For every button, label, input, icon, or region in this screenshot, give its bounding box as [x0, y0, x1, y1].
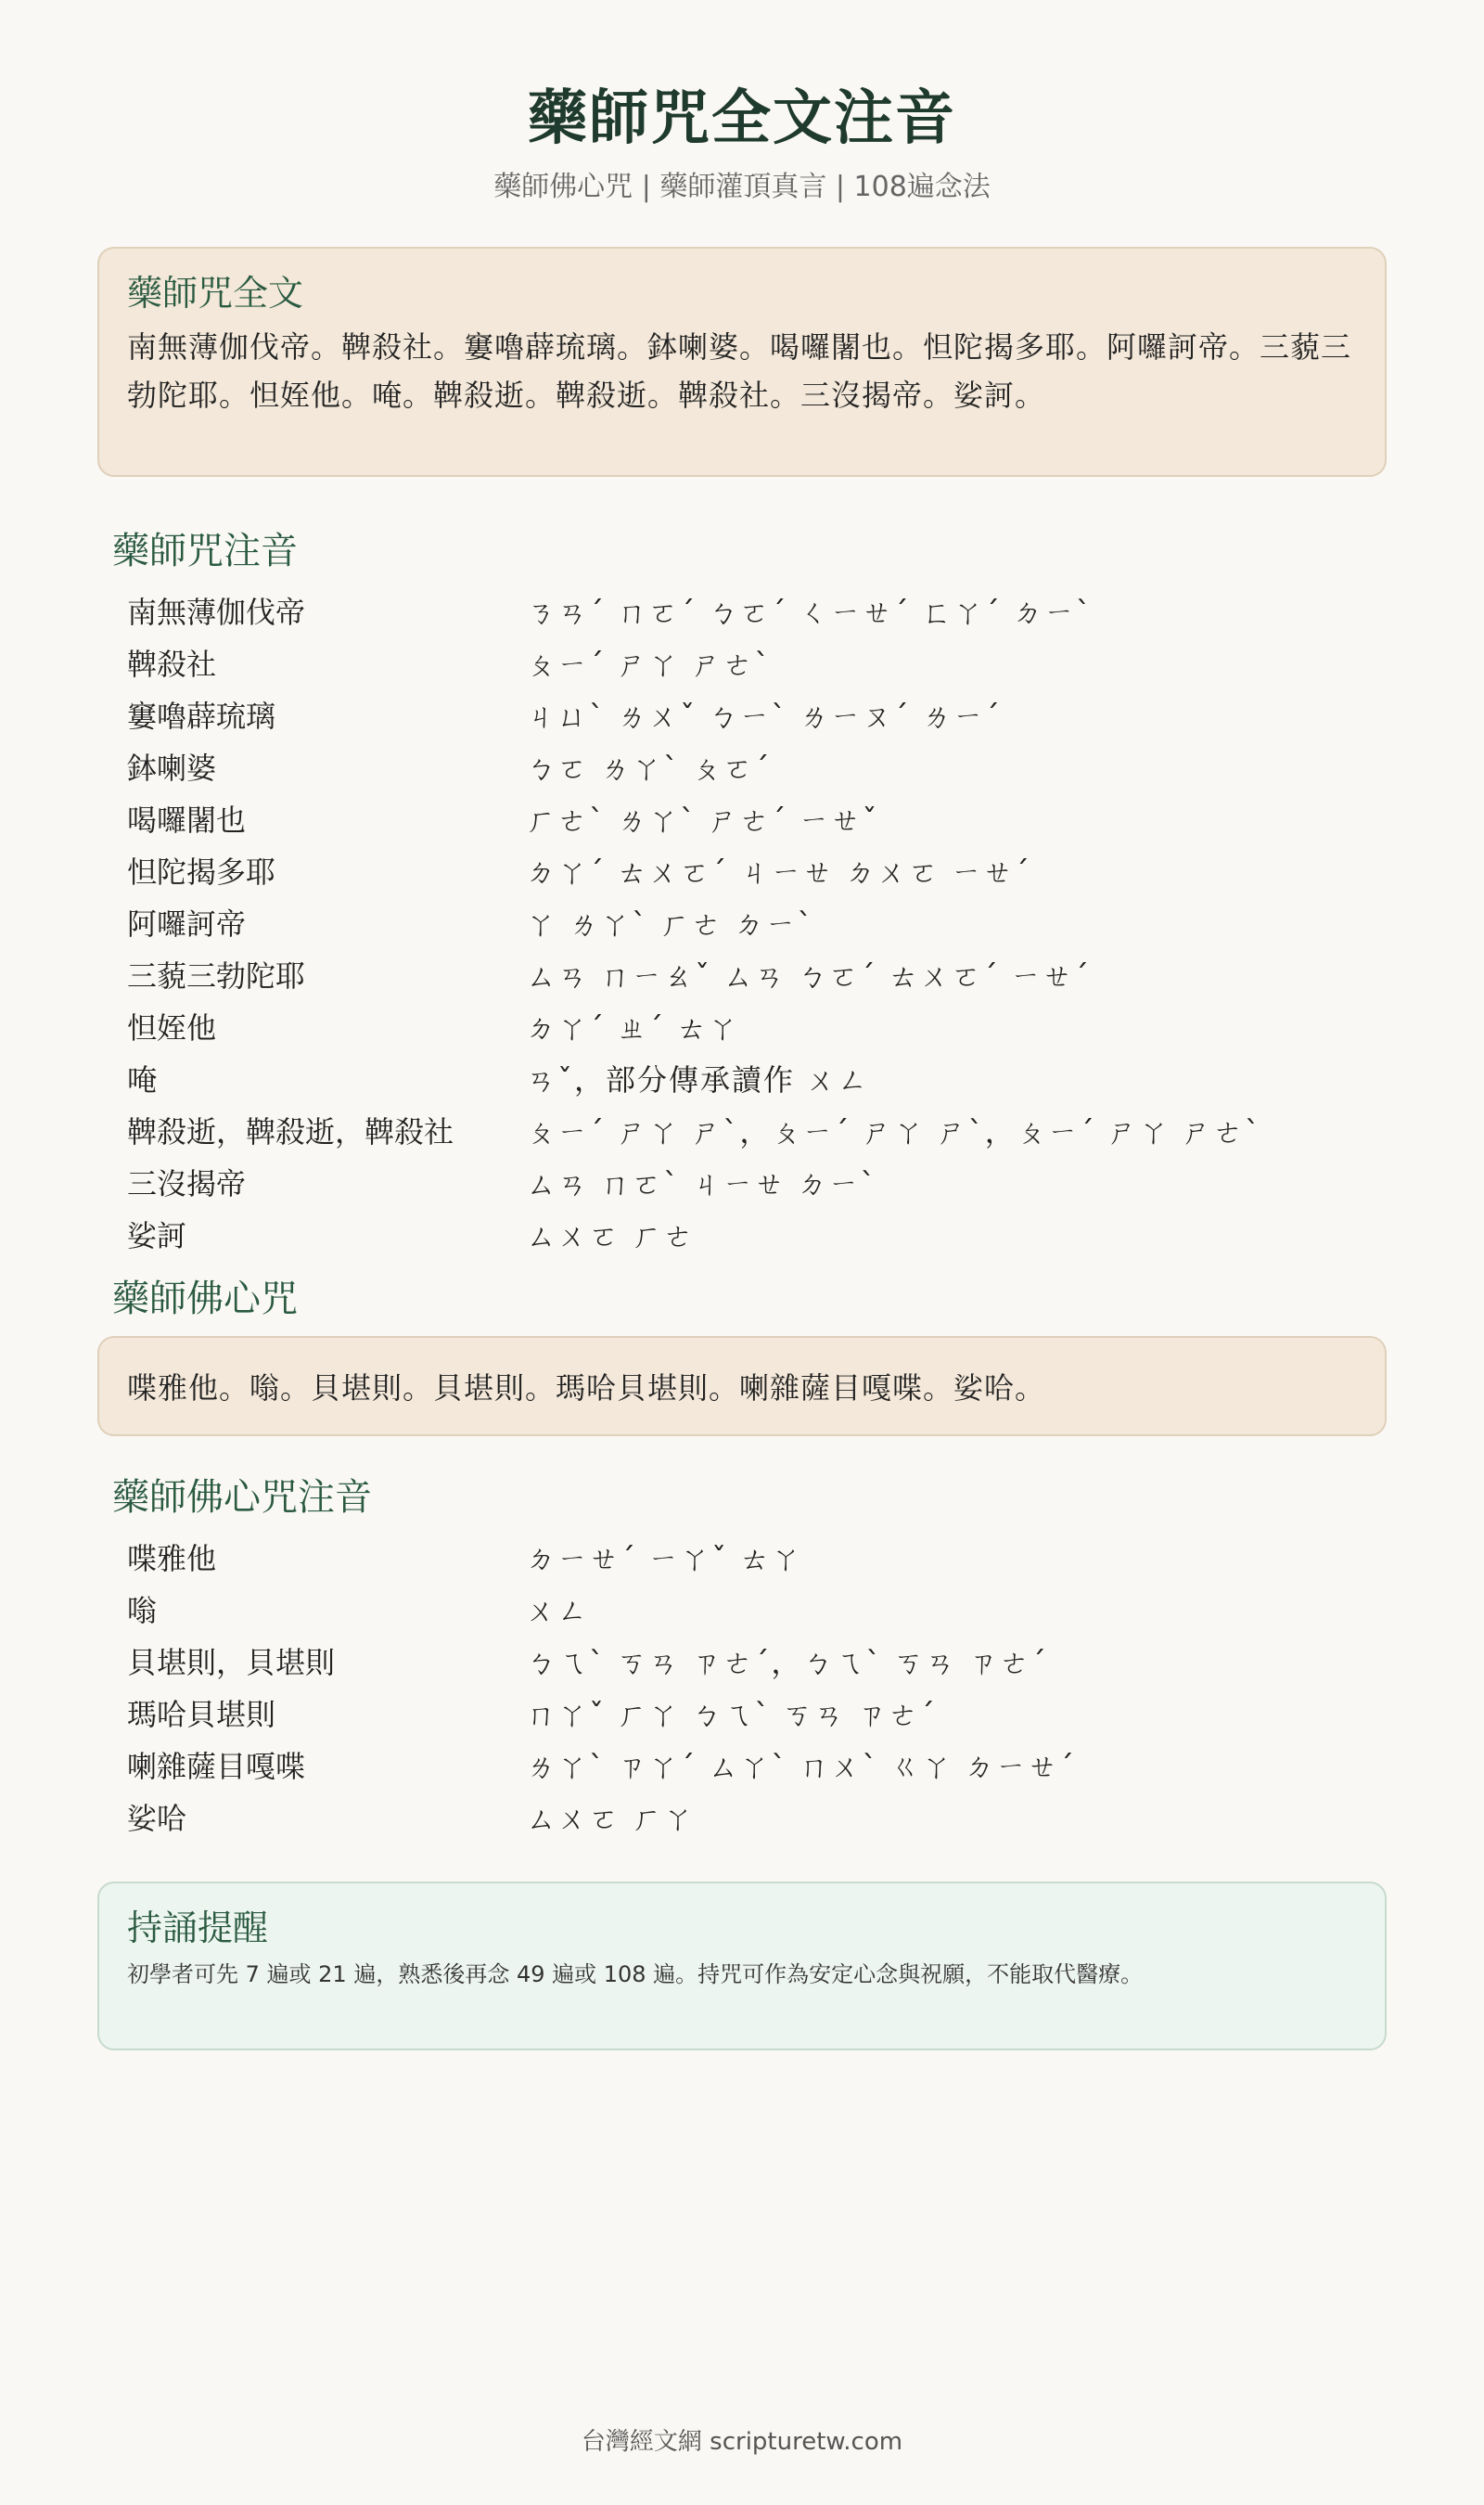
han-text: 唵	[127, 1062, 158, 1098]
heart-zhuyin-list	[127, 1531, 1387, 1843]
zhuyin-text: ㄇㄚˇ ㄏㄚ ㄅㄟˋ ㄎㄢ ㄗㄜˊ	[526, 1697, 937, 1732]
han-text: 鞞殺逝，鞞殺逝，鞞殺社	[127, 1114, 454, 1150]
zhuyin-text: ㄅㄛ ㄌㄚˋ ㄆㄛˊ	[526, 751, 772, 786]
zhuyin-text: ㄉㄚˊ ㄓˊ ㄊㄚ	[526, 1010, 740, 1046]
zhuyin-text: ㄨㄥ	[526, 1593, 590, 1628]
zhuyin-text: ㄙㄨㄛ ㄏㄚ	[526, 1801, 696, 1836]
list-item	[127, 1156, 1387, 1208]
han-text: 怛姪他	[127, 1010, 217, 1046]
zhuyin-text: ㄙㄨㄛ ㄏㄜ	[526, 1218, 696, 1253]
list-item	[127, 1739, 1387, 1791]
full-text-heading: 藥師咒全文	[127, 273, 304, 314]
mantra-zhuyin-list	[127, 584, 1387, 1260]
han-text: 鞞殺社	[127, 647, 217, 682]
page-title: 藥師咒全文注音	[528, 84, 956, 153]
list-item	[127, 1635, 1387, 1687]
han-text: 瑪哈貝堪則	[127, 1697, 276, 1732]
reminder-heading: 持誦提醒	[127, 1908, 269, 1948]
zhuyin-text: ㄏㄜˋ ㄌㄚˋ ㄕㄜˊ ㄧㄝˇ	[526, 803, 879, 838]
page-subtitle: 藥師佛心咒 | 藥師灌頂真言 | 108遍念法	[493, 171, 991, 203]
han-text: 阿囉訶帝	[127, 906, 247, 942]
list-item	[127, 896, 1387, 948]
han-text: 窶嚕薜琉璃	[127, 699, 276, 734]
heart-mantra-card	[97, 1336, 1387, 1436]
zhuyin-text: ㄌㄚˋ ㄗㄚˊ ㄙㄚˋ ㄇㄨˋ ㄍㄚ ㄉㄧㄝˊ	[526, 1749, 1076, 1784]
list-item	[127, 1687, 1387, 1739]
zhuyin-text: ㄆㄧˊ ㄕㄚ ㄕㄜˋ	[526, 647, 772, 682]
list-item	[127, 1531, 1387, 1583]
han-text: 三藐三勃陀耶	[127, 958, 306, 994]
zhuyin-text: ㄢˇ，部分傳承讀作 ㄨㄥ	[526, 1062, 870, 1098]
list-item	[127, 1208, 1387, 1260]
han-text: 娑訶	[127, 1218, 187, 1253]
list-item	[127, 844, 1387, 896]
han-text: 貝堪則，貝堪則	[127, 1645, 336, 1680]
heart-zhuyin-heading: 藥師佛心咒注音	[112, 1476, 372, 1519]
han-text: 南無薄伽伐帝	[127, 595, 306, 630]
han-text: 三沒揭帝	[127, 1166, 247, 1201]
han-text: 喇雜薩目嘎喋	[127, 1749, 306, 1784]
zhuyin-text: ㄉㄚˊ ㄊㄨㄛˊ ㄐㄧㄝ ㄉㄨㄛ ㄧㄝˊ	[526, 854, 1031, 890]
han-text: 喝囉闍也	[127, 803, 247, 838]
zhuyin-text: ㄐㄩˋ ㄌㄨˇ ㄅㄧˋ ㄌㄧㄡˊ ㄌㄧˊ	[526, 699, 1002, 734]
mantra-zhuyin-heading: 藥師咒注音	[112, 530, 298, 572]
zhuyin-text: ㄚ ㄌㄚˋ ㄏㄜ ㄉㄧˋ	[526, 906, 814, 942]
zhuyin-text: ㄅㄟˋ ㄎㄢ ㄗㄜˊ，ㄅㄟˋ ㄎㄢ ㄗㄜˊ	[526, 1645, 1048, 1680]
han-text: 娑哈	[127, 1801, 187, 1836]
list-item	[127, 584, 1387, 636]
page	[97, 0, 1387, 2050]
list-item	[127, 1052, 1387, 1104]
reminder-text: 初學者可先 7 遍或 21 遍，熟悉後再念 49 遍或 108 遍。持咒可作為安定心念與祝願，不能取代醫療。	[127, 1961, 1144, 1987]
list-item	[127, 1104, 1387, 1156]
zhuyin-text: ㄋㄢˊ ㄇㄛˊ ㄅㄛˊ ㄑㄧㄝˊ ㄈㄚˊ ㄉㄧˋ	[526, 595, 1093, 630]
han-text: 怛陀揭多耶	[127, 854, 276, 890]
heart-mantra-text: 喋雅他。嗡。貝堪則。貝堪則。瑪哈貝堪則。喇雜薩目嘎喋。娑哈。	[127, 1370, 1046, 1406]
list-item	[127, 792, 1387, 844]
han-text: 嗡	[127, 1593, 158, 1628]
full-text-body: 南無薄伽伐帝。鞞殺社。窶嚕薜琉璃。鉢喇婆。喝囉闍也。怛陀揭多耶。阿囉訶帝。三藐三勃陀耶。怛姪他。唵。鞞殺逝。鞞殺逝。鞞殺社。三沒揭帝。娑訶。	[127, 329, 1352, 413]
list-item	[127, 740, 1387, 792]
list-item	[127, 948, 1387, 1000]
footer-credit: 台灣經文網 scripturetw.com	[581, 2428, 903, 2456]
han-text: 喋雅他	[127, 1541, 217, 1576]
list-item	[127, 1000, 1387, 1052]
zhuyin-text: ㄙㄢ ㄇㄛˋ ㄐㄧㄝ ㄉㄧˋ	[526, 1166, 877, 1201]
zhuyin-text: ㄙㄢ ㄇㄧㄠˇ ㄙㄢ ㄅㄛˊ ㄊㄨㄛˊ ㄧㄝˊ	[526, 958, 1091, 994]
full-text-card	[97, 247, 1387, 477]
list-item	[127, 1791, 1387, 1843]
list-item	[127, 636, 1387, 688]
zhuyin-text: ㄉㄧㄝˊ ㄧㄚˇ ㄊㄚ	[526, 1541, 803, 1576]
han-text: 鉢喇婆	[127, 751, 217, 786]
list-item	[127, 1583, 1387, 1635]
zhuyin-text: ㄆㄧˊ ㄕㄚ ㄕˋ，ㄆㄧˊ ㄕㄚ ㄕˋ，ㄆㄧˊ ㄕㄚ ㄕㄜˋ	[526, 1114, 1262, 1150]
heart-mantra-heading: 藥師佛心咒	[112, 1278, 298, 1320]
list-item	[127, 688, 1387, 740]
reminder-card	[97, 1882, 1387, 2050]
